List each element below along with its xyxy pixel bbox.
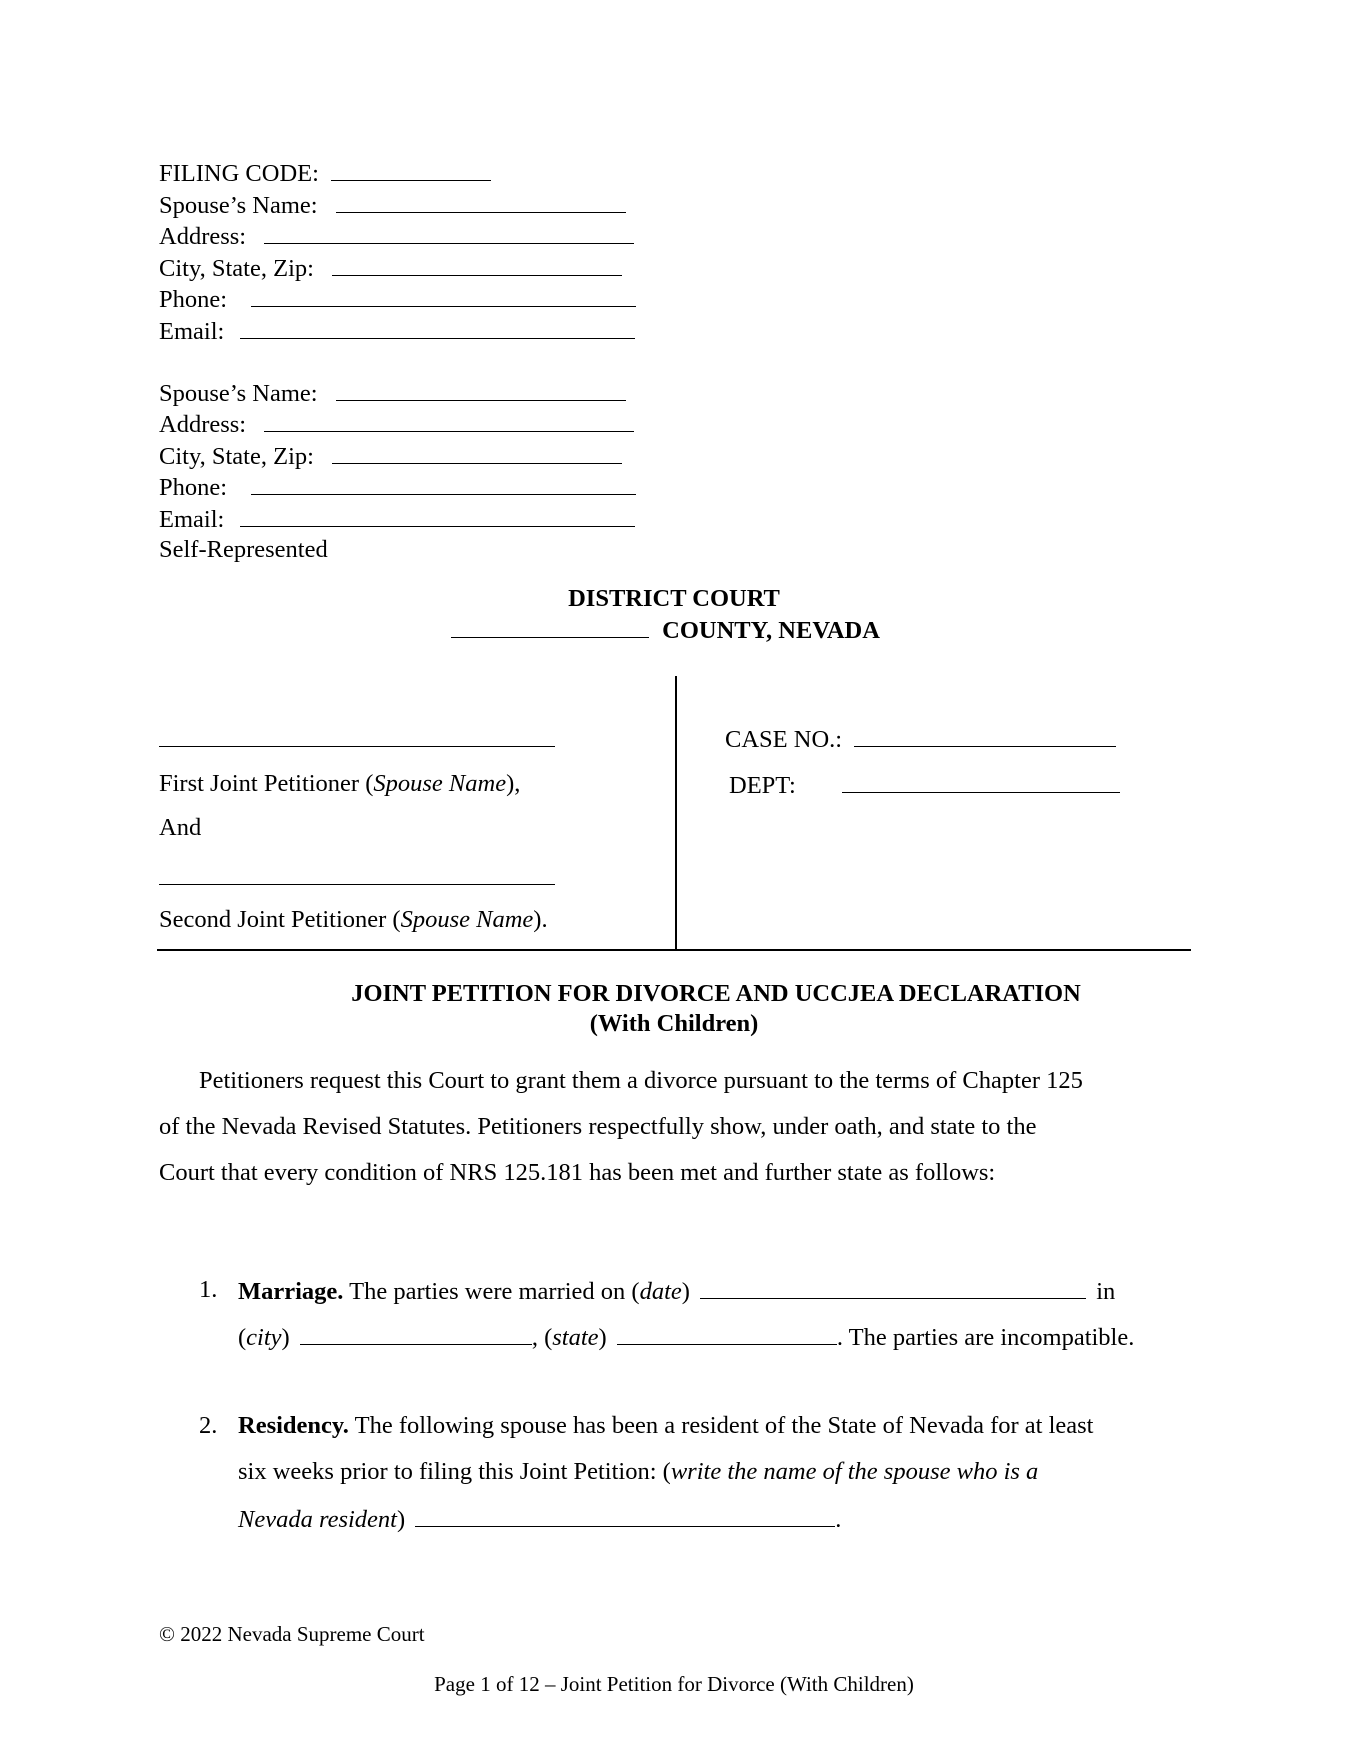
marriage-city-field[interactable] (300, 1322, 532, 1345)
spouse1-city-field[interactable] (332, 253, 622, 276)
spouse1-city-row (159, 253, 636, 285)
spouse1-phone-field[interactable] (251, 284, 636, 307)
dept-field[interactable] (842, 770, 1120, 793)
spouse1-address-row (159, 221, 636, 253)
county-field[interactable] (451, 615, 649, 638)
case-no-row (725, 724, 1116, 754)
spouse2-address-field[interactable] (264, 409, 634, 432)
document-title: JOINT PETITION FOR DIVORCE AND UCCJEA DECLARATION (351, 980, 1081, 1007)
court-title: DISTRICT COURT (568, 585, 780, 612)
item-2-line-3: Nevada resident) . (238, 1506, 842, 1533)
dept-label: DEPT: (729, 772, 796, 799)
first-petitioner-label: First Joint Petitioner (Spouse Name), (159, 770, 521, 797)
county-row (451, 615, 880, 645)
first-petitioner-field[interactable] (159, 724, 555, 747)
intro-line-3: Court that every condition of NRS 125.181 has been met and further state as follows: (159, 1159, 996, 1186)
spouse2-name-label: Spouse’s Name: (159, 379, 318, 407)
filing-code-field[interactable] (331, 158, 491, 181)
spouse1-phone-label: Phone: (159, 286, 228, 313)
document-subtitle: (With Children) (589, 1010, 759, 1037)
item-1-heading: Marriage. (238, 1278, 344, 1305)
case-no-field[interactable] (854, 724, 1116, 747)
spouse2-phone-field[interactable] (251, 472, 636, 495)
caption-divider-horizontal (157, 949, 1191, 951)
spouse1-city-label: City, State, Zip: (159, 254, 314, 282)
spouse1-name-row (159, 190, 636, 222)
filing-code-row (159, 158, 636, 190)
item-2-line-2: six weeks prior to filing this Joint Petition: (write the name of the spouse who is a (238, 1458, 1039, 1485)
spouse2-email-label: Email: (159, 505, 225, 533)
spouse1-email-label: Email: (159, 317, 225, 345)
item-2-number: 2. (199, 1412, 218, 1439)
resident-spouse-field[interactable] (415, 1504, 835, 1527)
spouse1-name-field[interactable] (336, 190, 626, 213)
second-petitioner-field[interactable] (159, 862, 555, 885)
spouse1-email-field[interactable] (240, 316, 635, 339)
intro-line-2: of the Nevada Revised Statutes. Petitioners respectfully show, under oath, and state to the (159, 1113, 1037, 1140)
filing-code-label: FILING CODE: (159, 160, 319, 187)
spouse1-email-row (159, 316, 636, 348)
footer-page-number: Page 1 of 12 – Joint Petition for Divorce (With Children) (434, 1672, 914, 1696)
marriage-date-field[interactable] (700, 1276, 1086, 1299)
county-label: COUNTY, NEVADA (662, 617, 880, 644)
spouse2-name-row (159, 378, 636, 410)
spouse1-address-field[interactable] (264, 221, 634, 244)
item-2-heading: Residency. (238, 1412, 349, 1439)
spouse1-phone-row (159, 284, 636, 316)
intro-line-1: Petitioners request this Court to grant them a divorce pursuant to the terms of Chapter 125 (199, 1067, 1083, 1094)
spouse2-city-label: City, State, Zip: (159, 442, 314, 470)
second-petitioner-label: Second Joint Petitioner (Spouse Name). (159, 906, 548, 933)
and-label: And (159, 814, 202, 841)
spouse2-address-label: Address: (159, 411, 247, 438)
case-no-label: CASE NO.: (725, 726, 843, 753)
item-1-number: 1. (199, 1276, 218, 1303)
spouse2-address-row (159, 409, 636, 441)
footer-copyright: © 2022 Nevada Supreme Court (159, 1622, 425, 1646)
spouse2-city-row (159, 441, 636, 473)
spouse2-phone-label: Phone: (159, 474, 228, 501)
dept-row (729, 770, 1120, 800)
caption-divider-vertical (675, 676, 677, 950)
spouse2-city-field[interactable] (332, 441, 622, 464)
spouse1-address-label: Address: (159, 223, 247, 250)
self-represented: Self-Represented (159, 536, 328, 563)
spouse2-name-field[interactable] (336, 378, 626, 401)
spouse1-name-label: Spouse’s Name: (159, 191, 318, 219)
item-1-line-2: (city) , (state) . The parties are incompatible. (238, 1324, 1135, 1351)
spouse2-email-field[interactable] (240, 504, 635, 527)
item-1-line-1: Marriage. The parties were married on (date) in (238, 1278, 1116, 1305)
marriage-state-field[interactable] (617, 1322, 837, 1345)
spouse2-email-row (159, 504, 636, 536)
contact-block (159, 158, 636, 566)
item-2-line-1: Residency. The following spouse has been a resident of the State of Nevada for at least (238, 1412, 1094, 1439)
spouse2-phone-row (159, 472, 636, 504)
